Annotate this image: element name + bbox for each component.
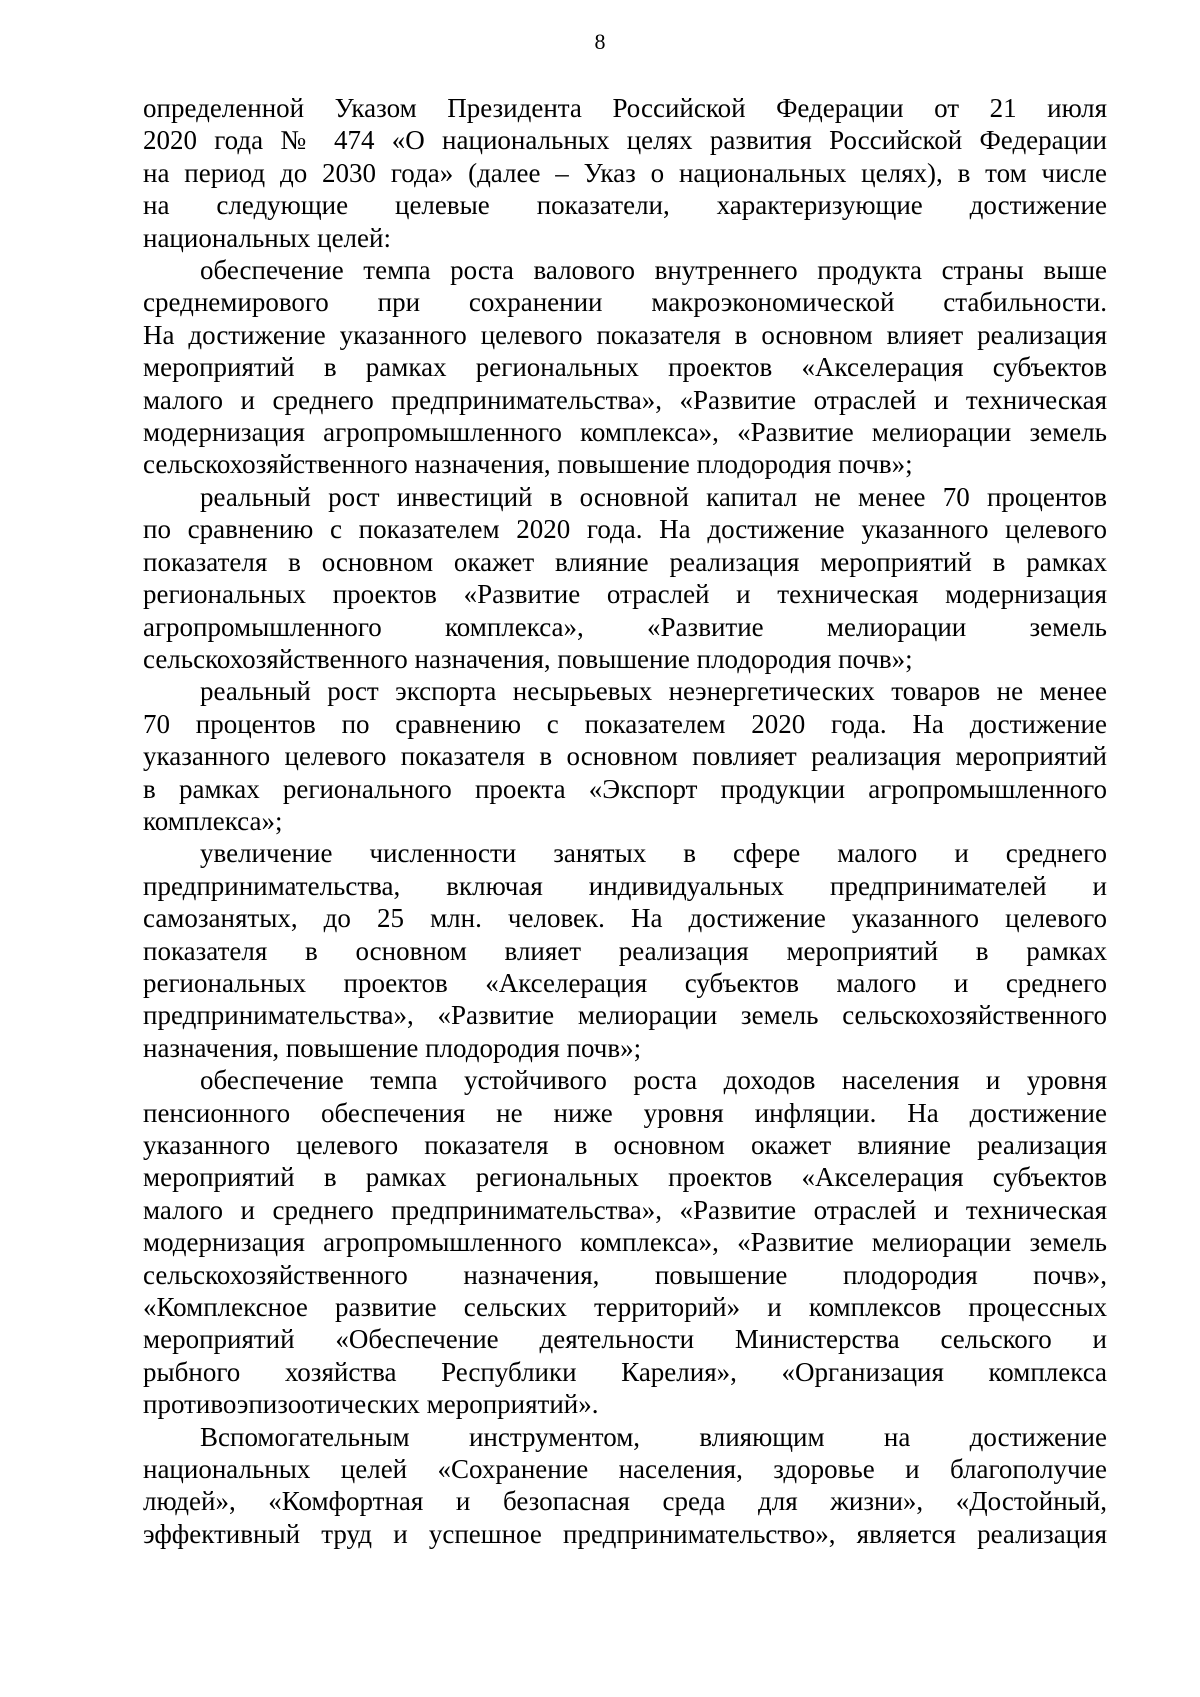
text-line: показателя в основном влияет реализация мероприятий в рамках <box>143 935 1107 966</box>
text-line: назначения, повышение плодородия почв»; <box>143 1032 642 1063</box>
text-line: Вспомогательным инструментом, влияющим на достижение <box>200 1421 1107 1452</box>
text-line: в рамках регионального проекта «Экспорт продукции агропромышленного <box>143 773 1107 804</box>
text-line: На достижение указанного целевого показателя в основном влияет реализация <box>143 319 1107 350</box>
text-line: мероприятий в рамках региональных проектов «Акселерация субъектов <box>143 352 1107 383</box>
text-line: на период до 2030 года» (далее – Указ о национальных целях), в том числе <box>143 157 1107 188</box>
text-line: обеспечение темпа роста валового внутреннего продукта страны выше <box>200 255 1107 286</box>
document-body <box>143 92 1107 1550</box>
text-line: людей», «Комфортная и безопасная среда для жизни», «Достойный, <box>143 1486 1107 1517</box>
text-line: национальных целей: <box>143 222 391 253</box>
paragraph <box>143 92 1107 254</box>
paragraph <box>143 481 1107 675</box>
text-line: самозанятых, до 25 млн. человек. На достижение указанного целевого <box>143 903 1107 934</box>
text-line: сельскохозяйственного назначения, повышение плодородия почв»; <box>143 449 913 480</box>
text-line: «Комплексное развитие сельских территорий» и комплексов процессных <box>143 1292 1107 1323</box>
text-line: сельскохозяйственного назначения, повышение плодородия почв»; <box>143 643 913 674</box>
paragraph <box>143 254 1107 481</box>
text-line: региональных проектов «Акселерация субъектов малого и среднего <box>143 967 1107 998</box>
text-line: указанного целевого показателя в основном окажет влияние реализация <box>143 1130 1107 1160</box>
text-line: показателя в основном окажет влияние реализация мероприятий в рамках <box>143 546 1107 577</box>
text-line: обеспечение темпа устойчивого роста доходов населения и уровня <box>200 1065 1107 1096</box>
text-line: национальных целей «Сохранение населения, здоровье и благополучие <box>143 1454 1107 1485</box>
text-line: мероприятий в рамках региональных проектов «Акселерация субъектов <box>143 1162 1107 1193</box>
text-line: по сравнению с показателем 2020 года. На достижение указанного целевого <box>143 514 1107 545</box>
text-line: увеличение численности занятых в сфере малого и среднего <box>200 838 1107 869</box>
text-line: предпринимательства», «Развитие мелиорации земель сельскохозяйственного <box>143 1000 1107 1031</box>
text-line: на следующие целевые показатели, характеризующие достижение <box>143 190 1107 221</box>
page-number: 8 <box>594 29 606 54</box>
text-line: реальный рост инвестиций в основной капитал не менее 70 процентов <box>200 481 1107 512</box>
text-line: пенсионного обеспечения не ниже уровня инфляции. На достижение <box>143 1097 1107 1128</box>
text-line: региональных проектов «Развитие отраслей и техническая модернизация <box>143 579 1107 610</box>
text-line: мероприятий «Обеспечение деятельности Министерства сельского и <box>143 1324 1107 1355</box>
text-line: сельскохозяйственного назначения, повышение плодородия почв», <box>143 1259 1107 1290</box>
text-line: противоэпизоотических мероприятий». <box>143 1389 599 1420</box>
text-line: модернизация агропромышленного комплекса», «Развитие мелиорации земель <box>143 1227 1107 1258</box>
paragraph <box>143 837 1107 1064</box>
text-line: модернизация агропромышленного комплекса», «Развитие мелиорации земель <box>143 417 1107 448</box>
text-line: 70 процентов по сравнению с показателем 2020 года. На достижение <box>143 708 1107 739</box>
text-line: малого и среднего предпринимательства», «Развитие отраслей и техническая <box>143 384 1107 415</box>
paragraph <box>143 675 1107 837</box>
paragraph <box>143 1421 1107 1551</box>
text-line: определенной Указом Президента Российской Федерации от 21 июля <box>143 93 1107 123</box>
text-line: среднемирового при сохранении макроэкономической стабильности. <box>143 287 1107 318</box>
text-line: агропромышленного комплекса», «Развитие мелиорации земель <box>143 611 1107 642</box>
text-line: реальный рост экспорта несырьевых неэнергетических товаров не менее <box>200 676 1107 707</box>
text-line: комплекса»; <box>143 805 283 836</box>
text-line: предпринимательства, включая индивидуальных предпринимателей и <box>143 870 1107 901</box>
paragraph <box>143 1064 1107 1420</box>
text-line: эффективный труд и успешное предпринимательство», является реализация <box>143 1518 1107 1549</box>
text-line: рыбного хозяйства Республики Карелия», «Организация комплекса <box>143 1356 1107 1387</box>
text-line: 2020 года № 474 «О национальных целях развития Российской Федерации <box>143 125 1107 156</box>
text-line: малого и среднего предпринимательства», «Развитие отраслей и техническая <box>143 1194 1107 1225</box>
text-line: указанного целевого показателя в основном повлияет реализация мероприятий <box>143 741 1107 772</box>
